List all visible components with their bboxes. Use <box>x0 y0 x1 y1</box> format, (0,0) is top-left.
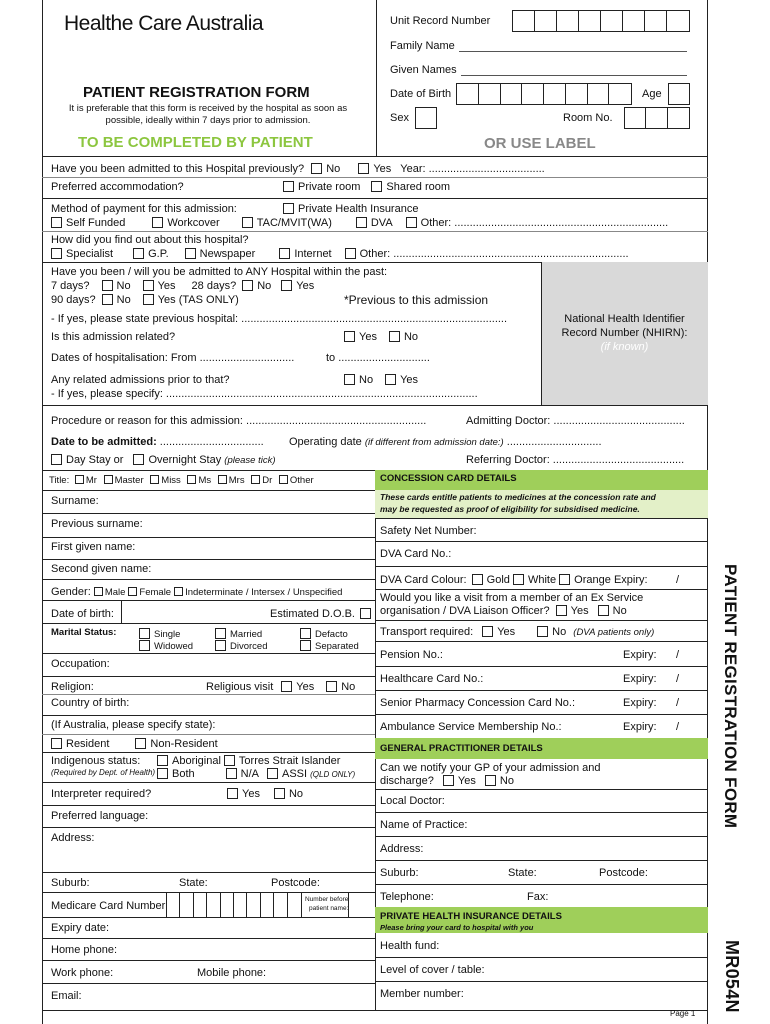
second-name-label: Second given name: <box>51 563 152 575</box>
self-funded-checkbox[interactable] <box>51 217 62 228</box>
gender-row: Gender: Male Female Indeterminate / Intersex / Unspecified <box>51 586 343 598</box>
defacto-checkbox[interactable] <box>300 628 311 639</box>
other-find-checkbox[interactable] <box>345 248 356 259</box>
org-name: Healthe Care Australia <box>64 12 264 35</box>
rel-visit-no-checkbox[interactable] <box>326 681 337 692</box>
interp-label: Interpreter required? <box>51 788 152 800</box>
private-room-checkbox[interactable] <box>283 181 294 192</box>
phi-note: Please bring your card to hospital with you <box>380 923 534 932</box>
dva-expiry-slash: / <box>676 574 680 586</box>
marital-row-1: Single <box>139 628 180 641</box>
ex-service-no-checkbox[interactable] <box>598 605 609 616</box>
title-master-checkbox[interactable] <box>104 475 113 484</box>
residency-row: Resident Non-Resident <box>51 738 218 751</box>
email-label: Email: <box>51 990 82 1002</box>
healthcare-label: Healthcare Card No.: <box>380 673 484 685</box>
accom-options: Private room Shared room <box>283 181 450 194</box>
d28-yes-checkbox[interactable] <box>281 280 292 291</box>
overnight-checkbox[interactable] <box>133 454 144 465</box>
if-aus-label: (If Australia, please specify state): <box>51 719 216 731</box>
resident-checkbox[interactable] <box>51 738 62 749</box>
room-label: Room No. <box>563 112 613 124</box>
transport-row: Transport required: Yes No (DVA patients only) <box>380 626 655 638</box>
date-admitted: Date to be admitted: .................................. <box>51 436 264 448</box>
healthcare-expiry: Expiry: <box>623 673 657 685</box>
cover-label: Level of cover / table: <box>380 964 485 976</box>
divorced-checkbox[interactable] <box>215 640 226 651</box>
side-title: PATIENT REGISTRATION FORM <box>721 564 740 829</box>
num-before-1: Number before <box>305 896 349 903</box>
title-mr-checkbox[interactable] <box>75 475 84 484</box>
single-checkbox[interactable] <box>139 628 150 639</box>
interp-yes-checkbox[interactable] <box>227 788 238 799</box>
procedure: Procedure or reason for this admission: ........................................................... <box>51 415 427 427</box>
title-miss-checkbox[interactable] <box>150 475 159 484</box>
work-phone-label: Work phone: <box>51 967 114 979</box>
indeterminate-checkbox[interactable] <box>174 587 183 596</box>
nhi-label-2: Record Number (NHIRN): <box>561 327 688 339</box>
related-no-checkbox[interactable] <box>389 331 400 342</box>
postcode-label: Postcode: <box>271 877 320 889</box>
occupation-label: Occupation: <box>51 658 110 670</box>
family-name-line[interactable] <box>459 51 687 52</box>
nhi-label-1: National Health Identifier <box>564 313 685 325</box>
expiry-left-label: Expiry date: <box>51 922 110 934</box>
dob-label: Date of Birth <box>390 88 452 100</box>
related-options: Yes No <box>344 331 418 344</box>
female-checkbox[interactable] <box>128 587 137 596</box>
medicare-ref-box[interactable] <box>348 893 375 917</box>
payment-label: Method of payment for this admission: <box>51 203 237 215</box>
sex-box[interactable] <box>415 107 437 129</box>
rel-visit-yes-checkbox[interactable] <box>281 681 292 692</box>
religious-visit: Religious visit Yes No <box>206 681 356 693</box>
tsi-checkbox[interactable] <box>224 755 235 766</box>
age-box[interactable] <box>668 83 690 105</box>
given-names-line[interactable] <box>461 75 687 76</box>
ex-service-yes-checkbox[interactable] <box>556 605 567 616</box>
safety-net-label: Safety Net Number: <box>380 525 477 537</box>
intro-2: possible, ideally within 7 days prior to admission. <box>105 115 311 126</box>
age-label: Age <box>642 88 662 100</box>
find-out-label: How did you find out about this hospital? <box>51 234 249 246</box>
pension-expiry: Expiry: <box>623 649 657 661</box>
intro-1: It is preferable that this form is received by the hospital as soon as <box>68 103 348 114</box>
workcover-checkbox[interactable] <box>152 217 163 228</box>
gold-checkbox[interactable] <box>472 574 483 585</box>
medicare-boxes[interactable] <box>166 893 302 917</box>
related-label: Is this admission related? <box>51 331 176 343</box>
find-options: Specialist G.P. Newspaper Internet Other: ............................................................................. <box>51 248 629 261</box>
both-checkbox[interactable] <box>157 768 168 779</box>
male-checkbox[interactable] <box>94 587 103 596</box>
dob-boxes[interactable] <box>456 83 632 105</box>
title-mrs-checkbox[interactable] <box>218 475 227 484</box>
practice-label: Name of Practice: <box>380 819 468 831</box>
page-number: Page 1 <box>670 1009 696 1018</box>
any-hosp-label: Have you been / will you be admitted to ANY Hospital within the past: <box>51 266 388 278</box>
urn-label: Unit Record Number <box>390 15 491 27</box>
days-7-28: 7 days? No Yes 28 days? No Yes <box>51 280 315 292</box>
gp-state-label: State: <box>508 867 537 879</box>
ambulance-label: Ambulance Service Membership No.: <box>380 721 562 733</box>
gp-address-label: Address: <box>380 843 424 855</box>
dva-colour-row: DVA Card Colour: Gold White Orange Expiry: <box>380 574 648 586</box>
gp-checkbox[interactable] <box>133 248 144 259</box>
dva-checkbox[interactable] <box>356 217 367 228</box>
orange-checkbox[interactable] <box>559 574 570 585</box>
any-related-no-checkbox[interactable] <box>344 374 355 385</box>
senior-expiry: Expiry: <box>623 697 657 709</box>
phi-option: Private Health Insurance <box>283 203 418 216</box>
to-complete-heading: TO BE COMPLETED BY PATIENT <box>78 134 313 151</box>
surname-label: Surname: <box>51 495 99 507</box>
if-yes-specify: - If yes, please specify: ...................................................................................................... <box>51 388 478 400</box>
state-label: State: <box>179 877 208 889</box>
transport-yes-checkbox[interactable] <box>482 626 493 637</box>
dva-card-label: DVA Card No.: <box>380 548 452 560</box>
urn-boxes[interactable] <box>512 10 690 32</box>
non-resident-checkbox[interactable] <box>135 738 146 749</box>
operating-date: Operating date (if different from admission date:) ............................... <box>289 436 602 448</box>
senior-label: Senior Pharmacy Concession Card No.: <box>380 697 576 709</box>
header-rule <box>42 156 708 157</box>
payment-options: Self Funded Workcover TAC/MVIT(WA) DVA Other: ...................................................................... <box>51 217 668 230</box>
gp-postcode-label: Postcode: <box>599 867 648 879</box>
num-before-2: patient name: <box>309 905 349 912</box>
sex-label: Sex <box>390 112 409 124</box>
conc-note-1: These cards entitle patients to medicines at the concession rate and <box>380 492 656 502</box>
suburb-label: Suburb: <box>51 877 90 889</box>
internet-checkbox[interactable] <box>279 248 290 259</box>
ambulance-expiry: Expiry: <box>623 721 657 733</box>
prev-note: *Previous to this admission <box>344 293 489 307</box>
title-other-checkbox[interactable] <box>279 475 288 484</box>
d7-yes-checkbox[interactable] <box>143 280 154 291</box>
address-label: Address: <box>51 832 95 844</box>
title-row: Title: Mr Master Miss Ms Mrs Dr Other <box>49 475 314 486</box>
referring-doctor: Referring Doctor: ........................................... <box>466 454 685 466</box>
est-dob: Estimated D.O.B. <box>270 608 375 621</box>
admitted-yes-checkbox[interactable] <box>358 163 369 174</box>
dates-to: to .............................. <box>326 352 430 364</box>
given-names-label: Given Names <box>390 64 457 76</box>
notify-gp-2: discharge? Yes No <box>380 775 514 787</box>
newspaper-checkbox[interactable] <box>185 248 196 259</box>
religion-label: Religion: <box>51 681 94 693</box>
white-checkbox[interactable] <box>513 574 524 585</box>
interp-no-checkbox[interactable] <box>274 788 285 799</box>
member-label: Member number: <box>380 988 464 1000</box>
d7-no-checkbox[interactable] <box>102 280 113 291</box>
phi-header: PRIVATE HEALTH INSURANCE DETAILS Please bring your card to hospital with you <box>375 907 708 933</box>
title-ms-checkbox[interactable] <box>187 475 196 484</box>
family-name-label: Family Name <box>390 40 455 52</box>
first-name-label: First given name: <box>51 541 136 553</box>
est-dob-checkbox[interactable] <box>360 608 371 619</box>
gp-fax-label: Fax: <box>527 891 549 903</box>
admitted-no-checkbox[interactable] <box>311 163 322 174</box>
home-phone-label: Home phone: <box>51 944 118 956</box>
na-checkbox[interactable] <box>226 768 237 779</box>
related-yes-checkbox[interactable] <box>344 331 355 342</box>
or-use-label: OR USE LABEL <box>484 135 596 152</box>
conc-note-2: may be requested as proof of eligibility for subsidised medicine. <box>380 504 640 514</box>
day-stay-checkbox[interactable] <box>51 454 62 465</box>
mobile-phone-label: Mobile phone: <box>197 967 267 979</box>
days-90: 90 days? No Yes (TAS ONLY) <box>51 294 239 306</box>
shared-room-checkbox[interactable] <box>371 181 382 192</box>
pref-accom-label: Preferred accommodation? <box>51 181 184 193</box>
local-doctor-label: Local Doctor: <box>380 795 445 807</box>
concession-header: CONCESSION CARD DETAILS <box>375 470 708 490</box>
nhi-if-known: (if known) <box>600 341 649 353</box>
room-boxes[interactable] <box>624 107 690 129</box>
separated-checkbox[interactable] <box>300 640 311 651</box>
gp-header: GENERAL PRACTITIONER DETAILS <box>375 738 708 759</box>
marital-row-2: Widowed <box>139 640 193 653</box>
assi-checkbox[interactable] <box>267 768 278 779</box>
marital-label: Marital Status: <box>51 627 117 638</box>
dates-hosp: Dates of hospitalisation: From ............................... <box>51 352 295 364</box>
form-code: MR054N <box>722 940 742 1013</box>
ex-service-1: Would you like a visit from a member of an Ex Service <box>380 592 644 604</box>
medicare-label: Medicare Card Number <box>51 900 166 912</box>
indig-label: Indigenous status: <box>51 755 141 767</box>
pension-label: Pension No.: <box>380 649 443 661</box>
indig-note: (Required by Dept. of Health) <box>51 768 156 777</box>
title-dr-checkbox[interactable] <box>251 475 260 484</box>
d28-no-checkbox[interactable] <box>242 280 253 291</box>
married-checkbox[interactable] <box>215 628 226 639</box>
dob-left-label: Date of birth: <box>51 608 114 620</box>
prev-surname-label: Previous surname: <box>51 518 143 530</box>
gp-telephone-label: Telephone: <box>380 891 434 903</box>
notify-yes-checkbox[interactable] <box>443 775 454 786</box>
form-title: PATIENT REGISTRATION FORM <box>83 84 310 101</box>
phi-checkbox[interactable] <box>283 203 294 214</box>
any-related-yes-checkbox[interactable] <box>385 374 396 385</box>
other-pay-checkbox[interactable] <box>406 217 417 228</box>
any-related-options: No Yes <box>344 374 418 387</box>
gp-suburb-label: Suburb: <box>380 867 419 879</box>
widowed-checkbox[interactable] <box>139 640 150 651</box>
aboriginal-checkbox[interactable] <box>157 755 168 766</box>
health-fund-label: Health fund: <box>380 940 440 952</box>
notify-gp-1: Can we notify your GP of your admission and <box>380 762 601 774</box>
notify-no-checkbox[interactable] <box>485 775 496 786</box>
if-yes-prev: - If yes, please state previous hospital: ....................................................................................... <box>51 313 508 325</box>
pref-lang-label: Preferred language: <box>51 810 149 822</box>
header-divider <box>376 0 377 156</box>
stay-options: Day Stay or Overnight Stay (please tick) <box>51 454 276 467</box>
specialist-checkbox[interactable] <box>51 248 62 259</box>
admitting-doctor: Admitting Doctor: ........................................... <box>466 415 685 427</box>
country-label: Country of birth: <box>51 697 130 709</box>
d90-no-checkbox[interactable] <box>102 294 113 305</box>
transport-no-checkbox[interactable] <box>537 626 548 637</box>
ex-service-2: organisation / DVA Liaison Officer? Yes No <box>380 605 627 617</box>
d90-yes-checkbox[interactable] <box>143 294 154 305</box>
q-admitted: Have you been admitted to this Hospital previously? No Yes Year: ...................................... <box>51 163 545 175</box>
tac-checkbox[interactable] <box>242 217 253 228</box>
any-related-label: Any related admissions prior to that? <box>51 374 230 386</box>
